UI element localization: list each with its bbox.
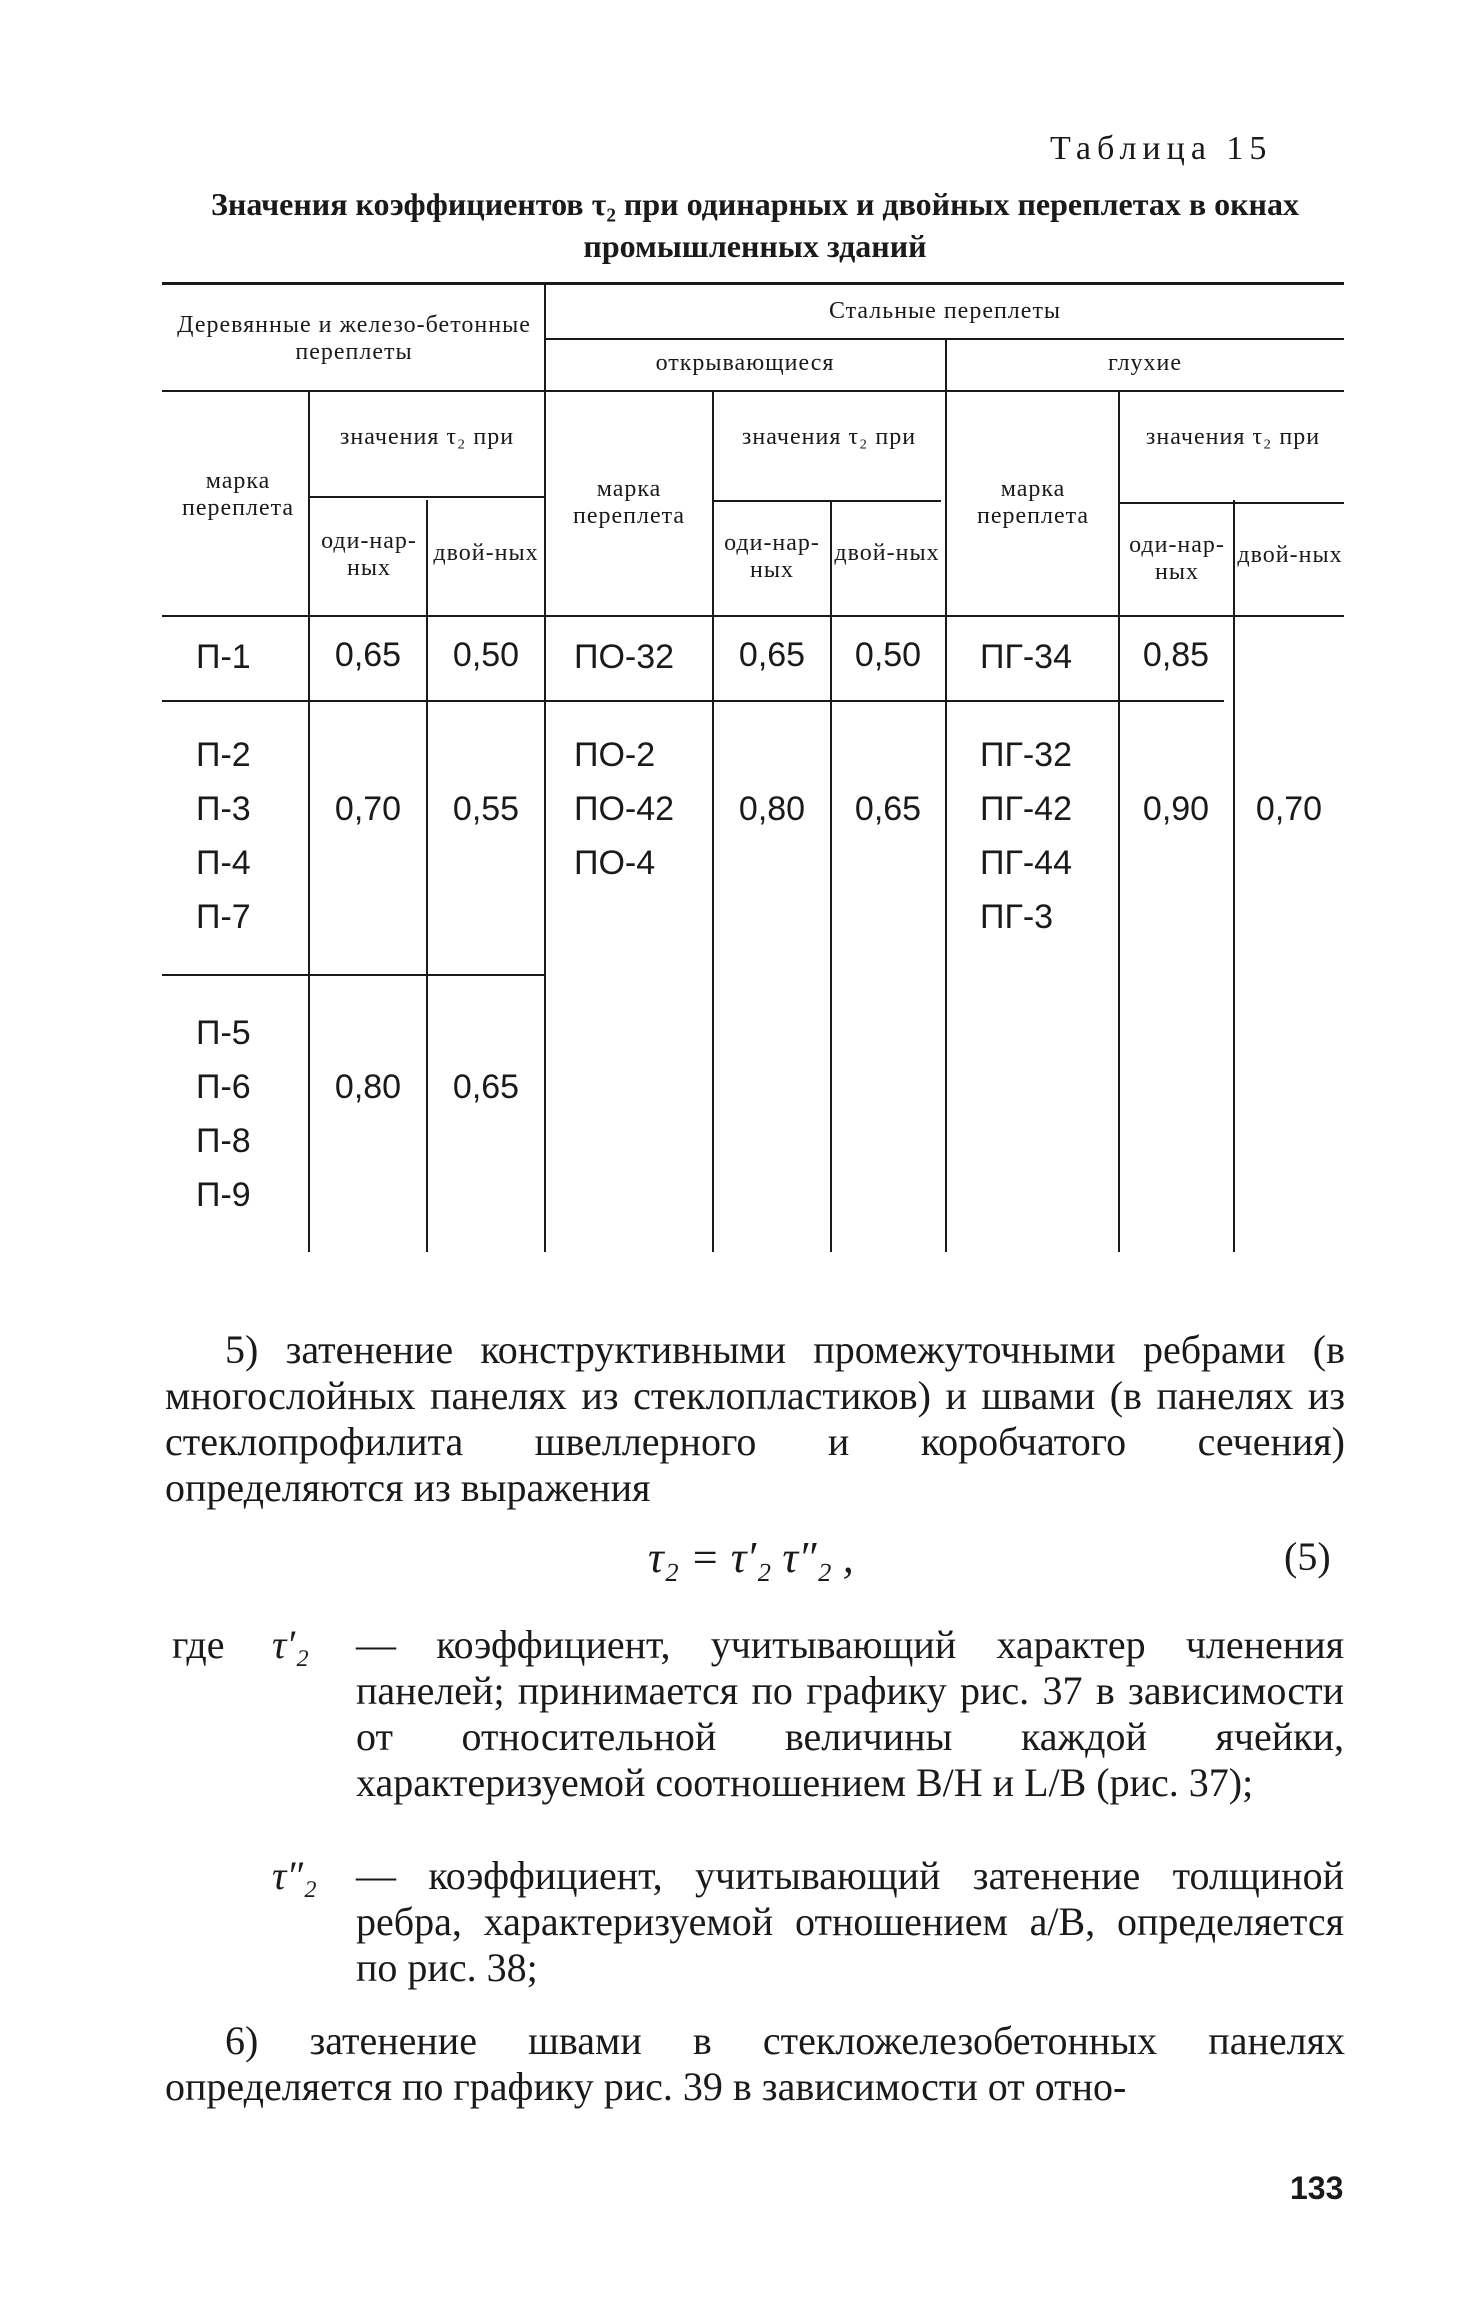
mark-label: ПГ-32: [980, 736, 1072, 774]
r2-open-marks: [574, 728, 674, 890]
mark-label: П-2: [196, 736, 251, 774]
r1-open-double: 0,50: [854, 636, 922, 674]
header-open-single: оди-нар-ных: [724, 530, 820, 583]
mark-label: ПО-4: [574, 844, 656, 882]
r1-wood-double: 0,50: [452, 636, 520, 674]
mark-label: П-4: [196, 844, 251, 882]
blind-double-value: 0,70: [1255, 790, 1323, 828]
tau1-symbol: τ′₂: [272, 1622, 309, 1667]
table-label: Таблица 15: [1050, 130, 1273, 167]
r1-wood-marks: [196, 630, 251, 684]
formula-number: (5): [1284, 1534, 1331, 1579]
header-open-double: двой-ных: [834, 540, 940, 566]
header-blind-double: двой-ных: [1237, 542, 1343, 568]
header-open-values: значения τ₂ при: [741, 424, 917, 450]
paragraph-6: 6) затенение швами в стекложелезобетонных панелях определяется по графику рис. 39 в зависимости от отно-: [165, 2018, 1345, 2109]
mark-label: П-7: [196, 898, 251, 936]
r1-blind-marks: [980, 630, 1072, 684]
table-caption: Значения коэффициентов τ₂ при одинарных и двойных переплетах в окнах промышленных зданий: [211, 186, 1299, 264]
r2-open-double: 0,65: [854, 790, 922, 828]
header-wood-double: двой-ных: [433, 540, 539, 566]
r2-blind-single: 0,90: [1142, 790, 1210, 828]
paragraph-5: 5) затенение конструктивными промежуточными ребрами (в многослойных панелях из стеклопластиков) и швами (в панелях из стеклопрофилита швеллерного и коробчатого сечения) определяются из выражения: [165, 1327, 1345, 1510]
mark-label: ПГ-3: [980, 898, 1054, 936]
mark-label: П-5: [196, 1014, 251, 1052]
header-wood-single: оди-нар-ных: [321, 528, 417, 581]
r2-wood-marks: [196, 728, 251, 944]
header-steel: Стальные переплеты: [828, 298, 1062, 324]
mark-label: ПО-42: [574, 790, 675, 828]
header-blind-values: значения τ₂ при: [1145, 424, 1321, 450]
mark-label: П-6: [196, 1068, 251, 1106]
mark-label: П-1: [196, 638, 251, 676]
header-blind-single: оди-нар-ных: [1129, 532, 1225, 585]
header-wood-values: значения τ₂ при: [339, 424, 515, 450]
mark-label: ПГ-44: [980, 844, 1072, 882]
tau2-description: — коэффициент, учитывающий затенение толщиной ребра, характеризуемой отношением a/B, определяется по рис. 38;: [356, 1853, 1344, 1990]
where-label: где: [172, 1622, 225, 1667]
mark-label: ПГ-42: [980, 790, 1072, 828]
tau2-symbol: τ″₂: [272, 1853, 317, 1898]
header-blind-mark: марка переплета: [976, 476, 1090, 529]
mark-label: ПО-32: [574, 638, 675, 676]
header-open-mark: марка переплета: [572, 476, 686, 529]
mark-label: ПГ-34: [980, 638, 1072, 676]
mark-label: П-9: [196, 1176, 251, 1214]
r1-open-single: 0,65: [738, 636, 806, 674]
r2-open-single: 0,80: [738, 790, 806, 828]
r2-wood-double: 0,55: [452, 790, 520, 828]
mark-label: ПО-2: [574, 736, 656, 774]
page-number: 133: [1290, 2170, 1344, 2206]
r3-wood-double: 0,65: [452, 1068, 520, 1106]
mark-label: П-3: [196, 790, 251, 828]
r1-wood-single: 0,65: [334, 636, 402, 674]
r2-blind-marks: [980, 728, 1072, 944]
formula: τ₂ = τ′₂ τ″₂ ,: [648, 1533, 854, 1582]
r2-wood-single: 0,70: [334, 790, 402, 828]
r3-wood-single: 0,80: [334, 1068, 402, 1106]
header-wood-mark: марка переплета: [181, 468, 295, 521]
r1-open-marks: [574, 630, 674, 684]
r1-blind-single: 0,85: [1142, 636, 1210, 674]
header-wood: Деревянные и железо-бетонные переплеты: [177, 312, 531, 365]
header-opening: открывающиеся: [655, 350, 835, 376]
tau1-description: — коэффициент, учитывающий характер членения панелей; принимается по графику рис. 37 в зависимости от относительной величины каждой ячейки, характеризуемой соотношением B/H и L/B (рис. 37);: [356, 1622, 1344, 1805]
r3-wood-marks: [196, 1006, 251, 1222]
header-blind: глухие: [1107, 350, 1183, 376]
mark-label: П-8: [196, 1122, 251, 1160]
